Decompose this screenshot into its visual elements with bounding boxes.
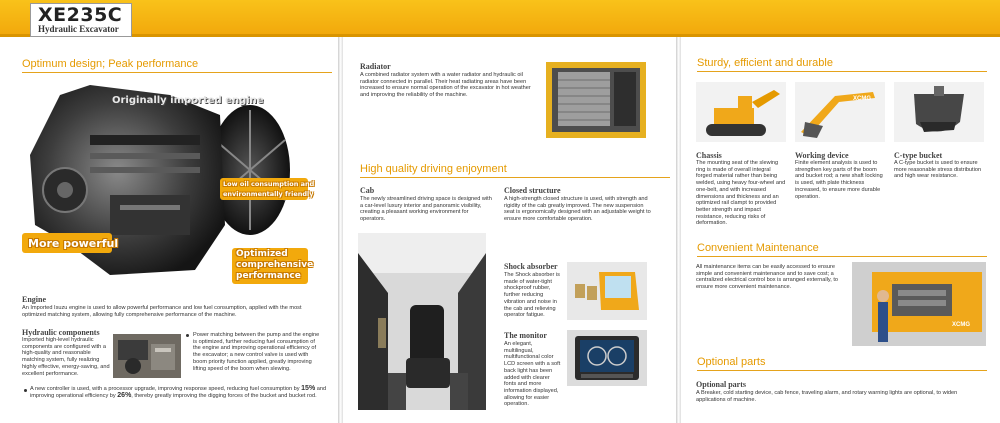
controller-text — [30, 386, 330, 399]
model-name: XE235C — [38, 4, 123, 26]
section-underline — [697, 71, 987, 72]
bullet-dot — [24, 389, 27, 392]
radiator-text: A combined radiator system with a water radiator and hydraulic oil radiator connected in parallel. Their heat radiating areas have been increased to ensure normal operation of the excavator in hot weather and improving the reliability of the machine. — [360, 72, 531, 99]
section-title-optimum: Optimum design; Peak performance — [22, 58, 199, 70]
radiator-title: Radiator — [360, 62, 391, 71]
section-underline — [697, 256, 987, 257]
section-underline — [360, 177, 670, 178]
hydraulic-title: Hydraulic components — [22, 328, 100, 337]
closed-structure-text: A high-strength closed structure is used, with strength and rigidity of the cab greatly improved. The new suspension seat is ergonomically designed with an adjustable weight to ensure more comfortable operation. — [504, 196, 651, 223]
section-title-driving: High quality driving enjoyment — [360, 163, 507, 175]
radiator-image — [546, 62, 646, 138]
controller-text-start: A new controller is used, with a processor upgrade, improving response speed, reducing fuel consumption by — [30, 386, 300, 392]
engine-text: An Imported Isuzu engine is used to allow powerful performance and low fuel consumption, applied with the most optimized matching system, allowing fully comprehensive performance of the machine. — [22, 305, 302, 318]
section-title-optional: Optional parts — [697, 356, 766, 368]
chassis-image — [696, 82, 786, 142]
engine-heading: Originally imported engine — [112, 95, 264, 106]
monitor-text: An elegant, multilingual, multifunctional color LCD screen with a soft back light has been added with clearer fonts and more information displayed, allowing for easier operation. — [504, 341, 561, 408]
working-device-image — [795, 82, 885, 142]
callout-low-oil-2: environmentally friendly — [223, 190, 314, 198]
bullet-dot — [186, 334, 189, 337]
efficiency-percent: 26% — [117, 391, 132, 399]
section-underline — [697, 370, 987, 371]
hydraulic-image — [113, 334, 181, 378]
engine-title: Engine — [22, 295, 47, 304]
closed-structure-title: Closed structure — [504, 186, 561, 195]
maintenance-text: All maintenance items can be easily accessed to ensure simple and convenient maintenance and to save cost; a centralized electrical control box is arranged externally, to ensure more convenient maintenance. — [696, 264, 838, 291]
fuel-percent: 15% — [301, 385, 316, 392]
model-subtitle: Hydraulic Excavator — [38, 24, 119, 34]
callout-more-powerful: More powerful — [28, 237, 119, 250]
cab-text: The newly streamlined driving space is designed with a car-level luxury interior and panoramic visibility, creating a pleasant working environment for operators. — [360, 196, 492, 223]
shock-absorber-title: Shock absorber — [504, 262, 558, 271]
callout-optimized-3: performance — [236, 271, 301, 281]
optional-parts-title: Optional parts — [696, 380, 747, 389]
callout-optimized-1: Optimized — [236, 249, 288, 259]
section-title-maintenance: Convenient Maintenance — [697, 242, 819, 254]
svg-text:XCMG: XCMG — [853, 96, 871, 102]
working-device-title: Working device — [795, 151, 849, 160]
cab-interior-image — [358, 233, 486, 410]
c-type-bucket-text: A C-type bucket is used to ensure more reasonable stress distribution and high wear resistance. — [894, 160, 982, 180]
maintenance-image — [852, 262, 986, 346]
chassis-title: Chassis — [696, 151, 722, 160]
callout-low-oil-1: Low oil consumption and — [223, 180, 315, 188]
working-device-text: Finite element analysis is used to strengthen key parts of the boom and bucket rod; a new shaft locking is used, with plate thickness increased, to ensure more durable operation. — [795, 160, 883, 200]
controller-text-end: , thereby greatly improving the digging forces of the bucket and bucket rod. — [131, 392, 317, 399]
section-title-sturdy: Sturdy, efficient and durable — [697, 57, 833, 69]
controller-text-mid: and improving operational efficiency by — [30, 386, 327, 399]
section-underline — [22, 72, 332, 73]
header-strip — [0, 34, 1000, 37]
c-type-bucket-title: C-type bucket — [894, 151, 943, 160]
page-fold-2 — [676, 37, 681, 423]
hydraulic-text: Imported high-level hydraulic components are configured with a high-quality and reasonable matching system, fully realizing highly effective, energy-saving, and excellent performance. — [22, 337, 110, 377]
optional-parts-text: A Breaker, cold starting device, cab fence, traveling alarm, and rotary warning lights are optional, to widen applications of machine. — [696, 390, 958, 403]
shock-absorber-text: The Shock absorber is made of water-tight shockproof rubber, further reducing vibration and noise in the cab and relieving operator fatigue. — [504, 272, 560, 319]
cab-title: Cab — [360, 186, 375, 195]
monitor-title: The monitor — [504, 331, 547, 340]
c-type-bucket-image — [894, 82, 984, 142]
shock-absorber-image — [567, 262, 647, 320]
svg-text:XCMG: XCMG — [952, 322, 970, 328]
power-matching-text: Power matching between the pump and the engine is optimized, further reducing fuel consumption of the engine and improving operational efficiency of the excavator; a new control valve is used with boom priority function applied, greatly improving lifting speed of the boom when slewing. — [193, 332, 320, 372]
header-bar — [0, 0, 1000, 34]
monitor-image — [567, 330, 647, 386]
page-fold-1 — [338, 37, 343, 423]
callout-optimized-2: comprehensive — [236, 260, 314, 270]
chassis-text: The mounting seat of the slewing ring is made of overall integral forged material rather than being welded, using heavy four-wheel and one-belt, and with increased dimensions and thickness and an optimized rail clampt to provided better strength and impact resistance, reducing risks of deformation. — [696, 160, 786, 227]
